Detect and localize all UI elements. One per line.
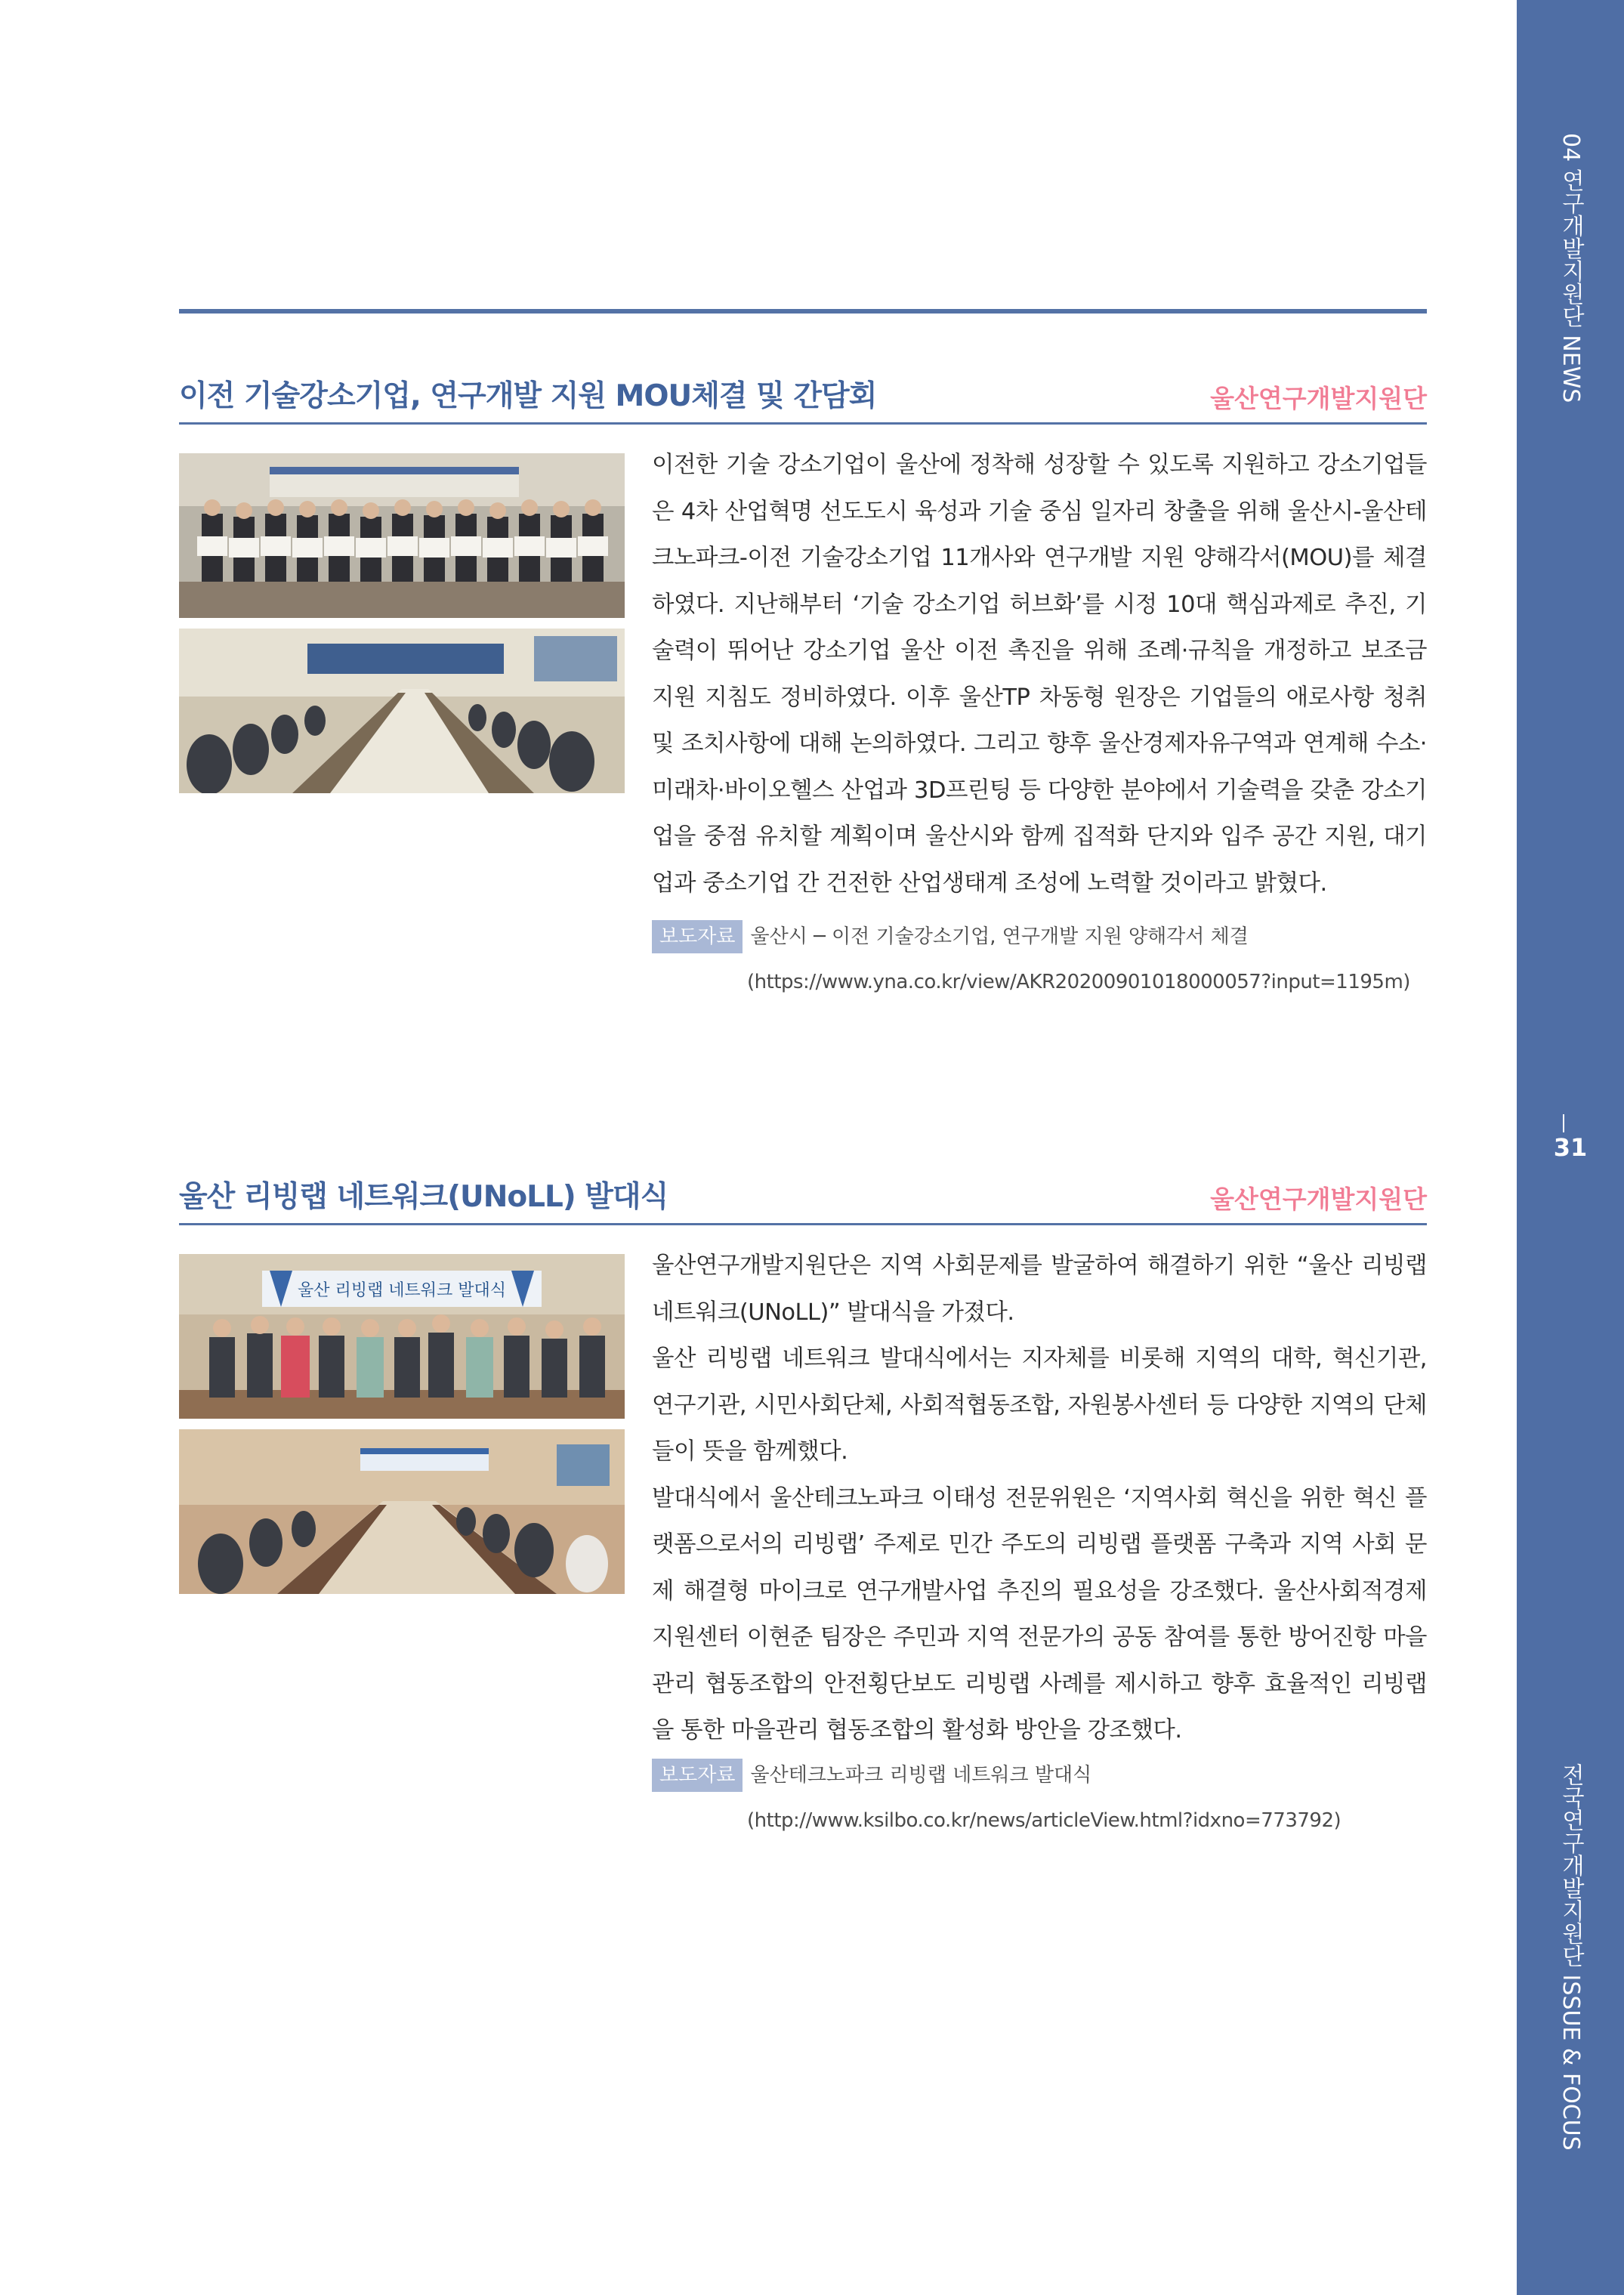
article-photos bbox=[179, 453, 625, 804]
top-rule bbox=[179, 309, 1427, 314]
article-title: 이전 기술강소기업, 연구개발 지원 MOU체결 및 간담회 bbox=[179, 379, 877, 413]
svg-text:울산 리빙랩 네트워크 발대식: 울산 리빙랩 네트워크 발대식 bbox=[297, 1281, 507, 1300]
article-mou bbox=[179, 374, 1427, 993]
publication-label: 전국연구개발지원단 ISSUE & FOCUS bbox=[1558, 1762, 1584, 2151]
page-number: 31 bbox=[1553, 1133, 1588, 1162]
press-badge: 보도자료 bbox=[652, 920, 743, 953]
article-organization: 울산연구개발지원단 bbox=[1210, 1185, 1427, 1214]
meeting-photo-roundtable bbox=[179, 629, 625, 793]
article-body bbox=[652, 1243, 1427, 1754]
press-reference bbox=[652, 1753, 1427, 1843]
press-title: 울산테크노파크 리빙랩 네트워크 발대식 bbox=[750, 1764, 1092, 1787]
article-title: 울산 리빙랩 네트워크(UNoLL) 발대식 bbox=[179, 1180, 668, 1214]
article-paragraph: 발대식에서 울산테크노파크 이태성 전문위원은 ‘지역사회 혁신을 위한 혁신 플랫폼으로서의 리빙랩’ 주제로 민간 주도의 리빙랩 플랫폼 구축과 지역 사회 문제 해결형 마이크로 연구개발사업 추진의 필요성을 강조했다. 울산사회적경제지원센터 이현준 팀장은 주민과 지역 전문가의 공동 참여를 통한 방어진항 마을관리 협동조합의 안전횡단보도 리빙랩 사례를 제시하고 향후 효율적인 리빙랩을 통한 마을관리 협동조합의 활성화 방안을 강조했다. bbox=[652, 1484, 1427, 1744]
article-body bbox=[652, 442, 1427, 907]
press-url: (https://www.yna.co.kr/view/AKR20200901018000057?input=1195m) bbox=[747, 971, 1410, 993]
article-livinglab bbox=[179, 1175, 1427, 1832]
press-badge: 보도자료 bbox=[652, 1759, 743, 1792]
group-photo-launch-ceremony bbox=[179, 1254, 625, 1419]
article-paragraph: 울산 리빙랩 네트워크 발대식에서는 지자체를 비롯해 지역의 대학, 혁신기관, 연구기관, 시민사회단체, 사회적협동조합, 자원봉사센터 등 다양한 지역의 단체들이 뜻을 함께했다. bbox=[652, 1345, 1427, 1465]
article-header bbox=[179, 374, 1427, 425]
page-number-divider bbox=[1563, 1114, 1564, 1132]
press-url: (http://www.ksilbo.co.kr/news/articleView.html?idxno=773792) bbox=[747, 1809, 1341, 1832]
article-header bbox=[179, 1175, 1427, 1225]
sidebar bbox=[1517, 0, 1624, 2295]
article-photos bbox=[179, 1254, 625, 1605]
article-paragraph: 울산연구개발지원단은 지역 사회문제를 발굴하여 해결하기 위한 “울산 리빙랩 네트워크(UNoLL)” 발대식을 가졌다. bbox=[652, 1253, 1427, 1326]
meeting-photo-presentation bbox=[179, 1429, 625, 1594]
group-photo-mou-signing bbox=[179, 453, 625, 618]
article-paragraph: 이전한 기술 강소기업이 울산에 정착해 성장할 수 있도록 지원하고 강소기업들은 4차 산업혁명 선도도시 육성과 기술 중심 일자리 창출을 위해 울산시-울산테크노파크-이전 기술강소기업 11개사와 연구개발 지원 양해각서(MOU)를 체결하였다. 지난해부터 ‘기술 강소기업 허브화’를 시정 10대 핵심과제로 추진, 기술력이 뛰어난 강소기업 울산 이전 촉진을 위해 조례·규칙을 개정하고 보조금 지원 지침도 정비하였다. 이후 울산TP 차동형 원장은 기업들의 애로사항 청취 및 조치사항에 대해 논의하였다. 그리고 향후 울산경제자유구역과 연계해 수소·미래차·바이오헬스 산업과 3D프린팅 등 다양한 분야에서 기술력을 갖춘 강소기업을 중점 유치할 계획이며 울산시와 함께 집적화 단지와 입주 공간 지원, 대기업과 중소기업 간 건전한 산업생태계 조성에 노력할 것이라고 밝혔다. bbox=[652, 452, 1427, 897]
section-label: 04 연구개발지원단 NEWS bbox=[1558, 133, 1584, 403]
press-title: 울산시 ─ 이전 기술강소기업, 연구개발 지원 양해각서 체결 bbox=[750, 925, 1249, 948]
article-organization: 울산연구개발지원단 bbox=[1210, 384, 1427, 413]
press-reference bbox=[652, 914, 1427, 1005]
